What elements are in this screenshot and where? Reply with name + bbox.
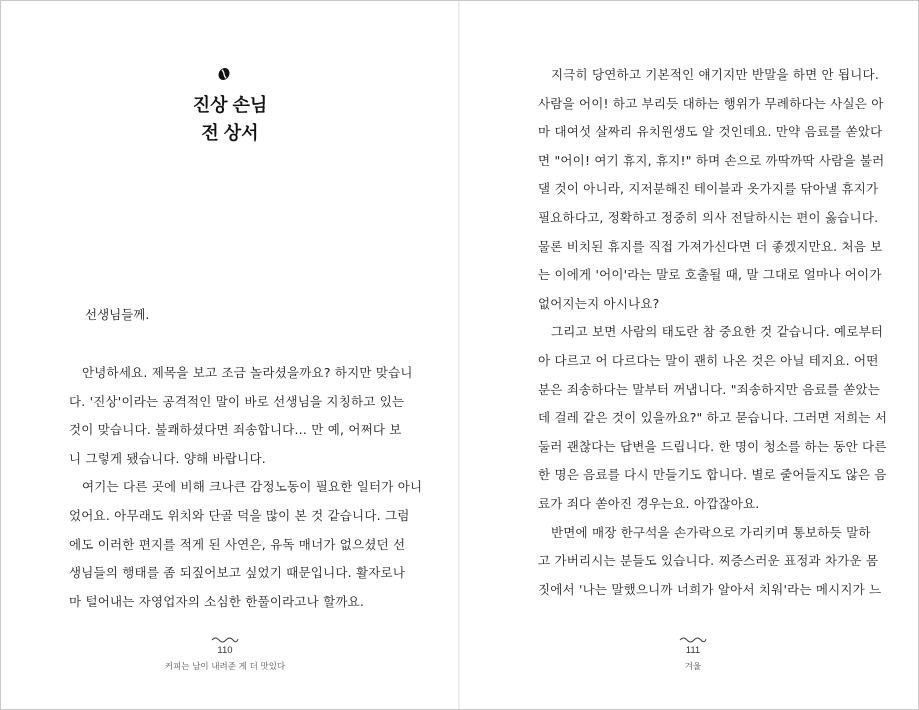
text-line: 는 이에게 '어이'라는 말로 호출될 때, 말 그대로 얼마나 어이가 (538, 267, 882, 283)
chapter-title-line2: 전 상서 (201, 123, 259, 143)
wave-ornament-icon (211, 635, 239, 643)
right-body-text (538, 61, 888, 604)
text-line: 에도 이러한 편지를 적게 된 사연은, 유독 매너가 없으셨던 선 (69, 536, 406, 552)
text-line: 분은 죄송하다는 말부터 꺼냅니다. "죄송하지만 음료를 쏟았는 (538, 381, 881, 397)
text-line: 필요하다고, 정확하고 정중히 의사 전달하시는 편이 옳습니다. (538, 209, 879, 225)
text-line: 그리고 보면 사람의 태도란 참 중요한 것 같습니다. 예로부터 (551, 324, 884, 340)
text-line: 한 명은 음료를 다시 만들기도 합니다. 별로 줄어들지도 않은 음 (538, 467, 887, 483)
text-line: 없어지는지 아시나요? (538, 295, 660, 311)
text-line: 생님들의 행태를 좀 되짚어보고 싶었기 때문입니다. 활자로나 (69, 565, 406, 581)
right-page (460, 1, 918, 709)
running-title: 겨울 (684, 662, 702, 672)
text-line: 아 다르고 어 다르다는 말이 괜히 나온 것은 아닐 테지요. 어떤 (538, 352, 879, 368)
text-line: 마 대여섯 살짜리 유치원생도 알 것인데요. 만약 음료를 쏟았다 (538, 124, 883, 140)
right-page-footer (593, 635, 793, 672)
left-body-text (69, 359, 423, 616)
wave-ornament-icon (679, 635, 707, 643)
coffee-bean-icon (217, 67, 231, 81)
chapter-title-line1: 진상 손님 (192, 95, 268, 115)
text-line: 것이 맞습니다. 불쾌하셨다면 죄송합니다… 만 예, 어쩌다 보 (69, 422, 402, 438)
text-line: 여기는 다른 곳에 비해 크나큰 감정노동이 필요한 일터가 아니 (82, 479, 423, 495)
left-page-footer (125, 635, 325, 672)
left-page (1, 1, 459, 709)
text-line: 다. '진상'이라는 공격적인 말이 바로 선생님을 지칭하고 있는 (69, 393, 405, 409)
page-number: 111 (685, 645, 701, 656)
text-line: 둘러 괜찮다는 답변을 드립니다. 한 명이 청소를 하는 동안 다른 (538, 438, 887, 454)
text-line: 었어요. 아무래도 위치와 단골 덕을 많이 본 것 같습니다. 그럼 (69, 507, 410, 523)
text-line: 고 가버리시는 분들도 있습니다. 찌증스러운 표정과 차가운 몸 (538, 553, 879, 569)
text-line: 짓에서 '나는 말했으니까 너희가 알아서 치워'라는 메시지가 느 (538, 581, 882, 597)
text-line: 물론 비치된 휴지를 직접 가져가신다면 더 좋겠지만요. 처음 보 (538, 238, 883, 254)
text-line: 지극히 당연하고 기본적인 얘기지만 반말을 하면 안 됩니다. (551, 67, 879, 82)
text-line: 반면에 매장 한구석을 손가락으로 가리키며 통보하듯 말하 (551, 524, 871, 540)
text-line: 면 "어이! 여기 휴지, 휴지!" 하며 손으로 까딱까딱 사람을 불러 (538, 152, 885, 168)
text-line: 료가 죄다 쏟아진 경우는요. 아깝잖아요. (538, 495, 760, 511)
text-line: 데 걸레 같은 것이 있을까요?" 하고 묻습니다. 그러면 저희는 서 (538, 410, 888, 426)
page-number: 110 (217, 645, 233, 656)
text-line: 사람을 어이! 하고 부리듯 대하는 행위가 무례하다는 사실은 아 (538, 95, 884, 111)
text-line: 안녕하세요. 제목을 보고 조금 놀라셨을까요? 하지만 맞습니 (82, 365, 413, 380)
salutation: 선생님들께. (85, 307, 150, 322)
text-line: 댈 것이 아니라, 지저분해진 테이블과 옷가지를 닦아낼 휴지가 (538, 181, 879, 197)
text-line: 마 털어내는 자영업자의 소심한 한풀이라고나 할까요. (69, 593, 365, 609)
text-line: 니 그렇게 됐습니다. 양해 바랍니다. (69, 450, 266, 466)
running-title: 커피는 남이 내려준 게 더 맛있다 (164, 662, 286, 672)
